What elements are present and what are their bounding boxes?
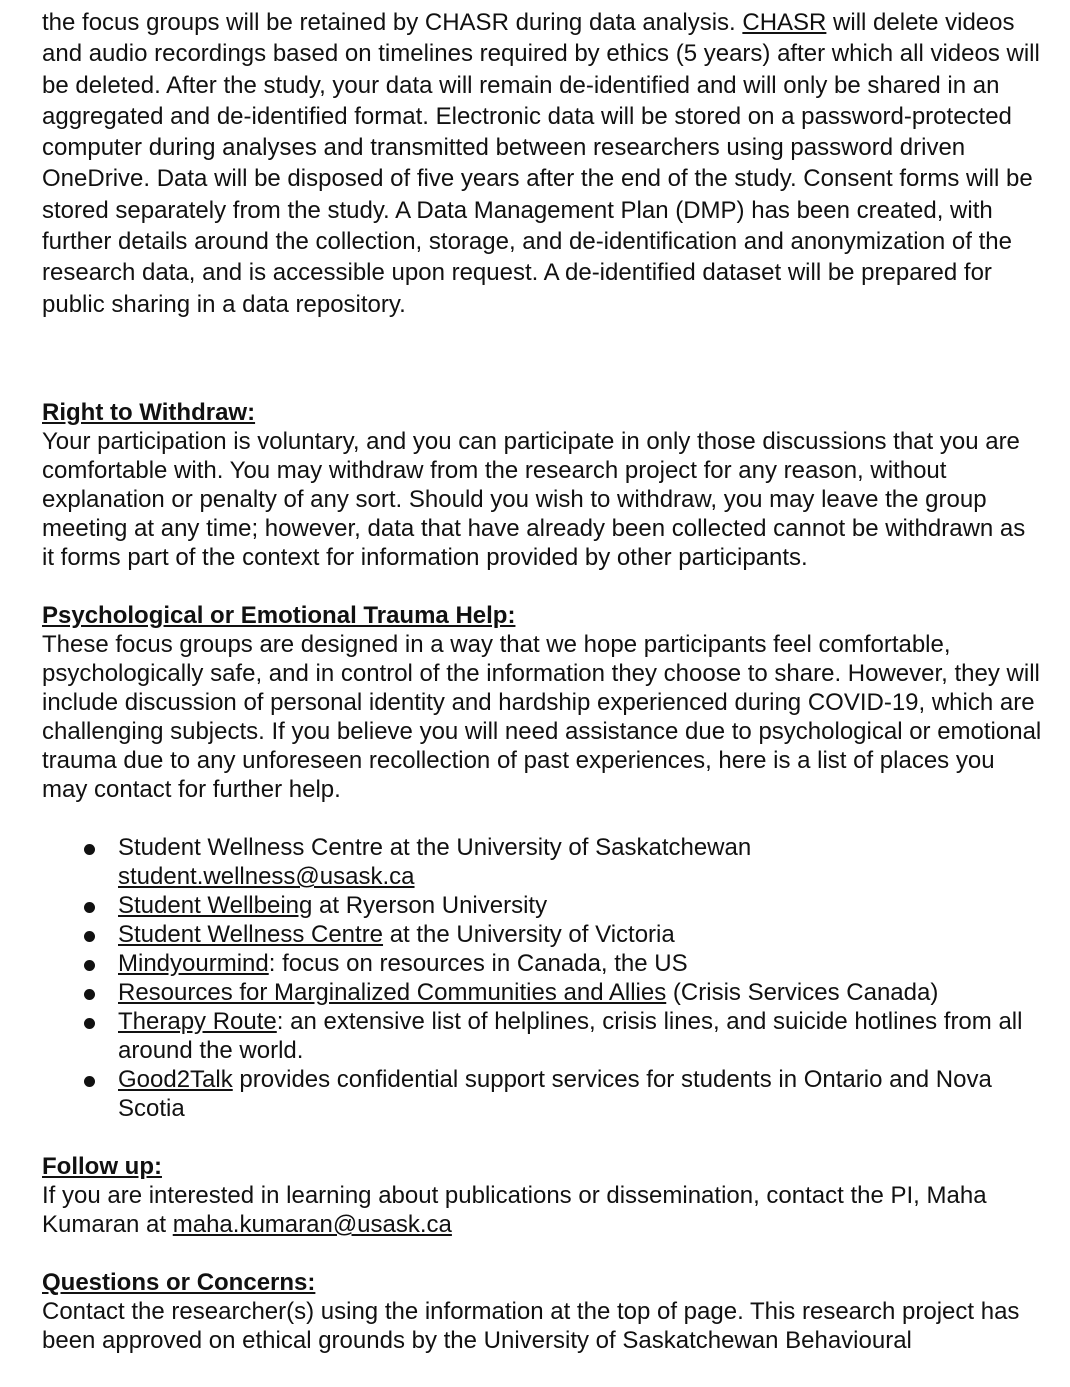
resource-text: provides confidential support services for students in Ontario and Nova Scotia (118, 1065, 992, 1122)
right-to-withdraw-body: Your participation is voluntary, and you can participate in only those discussions that you are comfortable with. You may withdraw from the research project for any reason, without explanation or penalty of any sort. Should you wish to withdraw, you may leave the group meeting at any time; however, data that have already been collected cannot be withdrawn as it forms part of the context for information provided by other participants. (42, 427, 1026, 571)
resource-text: : an extensive list of helplines, crisis lines, and suicide hotlines from all around the world. (118, 1007, 1023, 1064)
data-retention-paragraph (42, 7, 1042, 320)
resource-item-uvic (42, 920, 1042, 949)
follow-up-body (42, 1181, 1042, 1239)
resource-item-usask (42, 833, 1042, 891)
resource-text: : focus on resources in Canada, the US (268, 949, 688, 977)
trauma-help-body: These focus groups are designed in a way that we hope participants feel comfortable, psychologically safe, and in control of the information they choose to share. However, they will include discussion of personal identity and hardship experienced during COVID-19, which are challenging subjects. If you believe you will need assistance due to psychological or emotional trauma due to any unforeseen recollection of past experiences, here is a list of places you may contact for further help. (42, 630, 1042, 803)
support-resources-list (42, 833, 1042, 1123)
resource-item-good2talk (42, 1065, 1042, 1123)
right-to-withdraw-heading: Right to Withdraw: (42, 398, 256, 426)
therapy-route-link[interactable]: Therapy Route (118, 1007, 277, 1035)
student-wellness-centre-link[interactable]: Student Wellness Centre (118, 920, 384, 948)
marginalized-communities-link[interactable]: Resources for Marginalized Communities and Allies (118, 978, 667, 1006)
trauma-help-heading: Psychological or Emotional Trauma Help: (42, 601, 516, 629)
resource-text: at Ryerson University (312, 891, 548, 919)
follow-up-heading: Follow up: (42, 1152, 162, 1180)
student-wellness-email-link[interactable]: student.wellness@usask.ca (118, 862, 415, 890)
data-retention-text-start: the focus groups will be retained by CHASR during data analysis. (42, 9, 743, 36)
questions-body: Contact the researcher(s) using the information at the top of page. This research project has been approved on ethical grounds by the University of Saskatchewan Behavioural (42, 1297, 1020, 1354)
follow-up-text: If you are interested in learning about publications or dissemination, contact the PI, Maha Kumaran at (42, 1181, 987, 1238)
resource-item-ryerson (42, 891, 1042, 920)
resource-text: (Crisis Services Canada) (666, 978, 939, 1006)
data-retention-text-rest: will delete videos and audio recordings based on timelines required by ethics (5 years) after which all videos will be deleted. After the study, your data will remain de-identified and will only be shared in an aggregated and de-identified format. Electronic data will be stored on a password-protected computer during analyses and transmitted between researchers using password driven OneDrive. Data will be disposed of five years after the end of the study. Consent forms will be stored separately from the study. A Data Management Plan (DMP) has been created, with further details around the collection, storage, and de-identification and anonymization of the research data, and is accessible upon request. A de-identified dataset will be prepared for public sharing in a data repository. (42, 9, 1040, 318)
good2talk-link[interactable]: Good2Talk (118, 1065, 233, 1093)
resource-item-therapy-route (42, 1007, 1042, 1065)
document-page (42, 7, 1042, 1355)
resource-item-mindyourmind (42, 949, 1042, 978)
resource-item-crisis-services (42, 978, 1042, 1007)
student-wellbeing-link[interactable]: Student Wellbeing (118, 891, 313, 919)
pi-email-link[interactable]: maha.kumaran@usask.ca (172, 1210, 452, 1238)
resource-text: at the University of Victoria (383, 920, 675, 948)
resource-text: Student Wellness Centre at the University of Saskatchewan (118, 833, 752, 861)
questions-heading: Questions or Concerns: (42, 1268, 316, 1296)
mindyourmind-link[interactable]: Mindyourmind (118, 949, 269, 977)
chasr-link[interactable]: CHASR (742, 9, 827, 36)
